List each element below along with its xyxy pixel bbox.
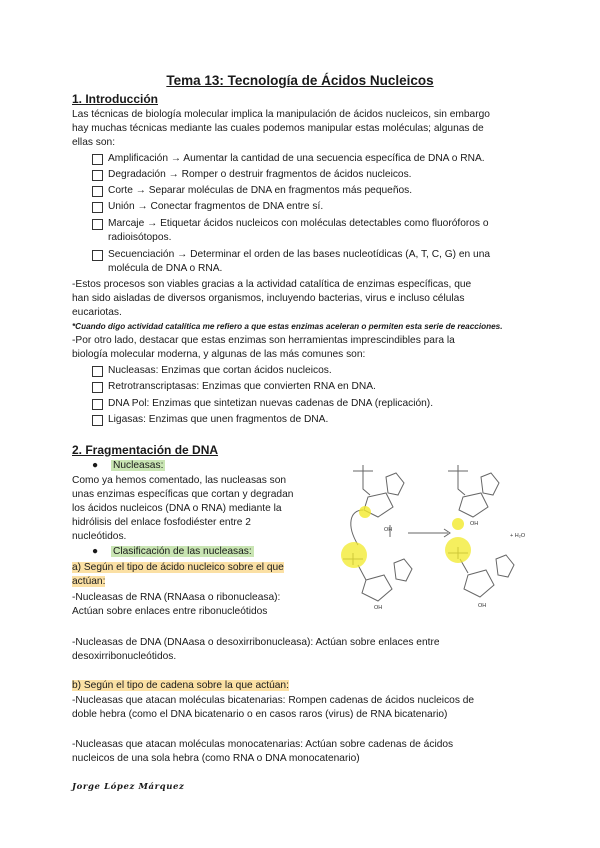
- intro-line-1: Las técnicas de biología molecular implica la manipulación de ácidos nucleicos, sin embargo: [72, 109, 490, 120]
- section-heading-introduccion: 1. Introducción: [72, 92, 159, 106]
- checkbox-icon[interactable]: [92, 202, 103, 213]
- paragraph-line: los ácidos nucleicos (DNA o RNA) mediante la: [72, 503, 282, 514]
- checkbox-icon[interactable]: [92, 250, 103, 261]
- sugar-ring-top-right: [459, 493, 488, 517]
- checkbox-icon[interactable]: [92, 219, 103, 230]
- checkbox-icon[interactable]: [92, 170, 103, 181]
- base-ring-top-left: [386, 473, 404, 495]
- subheading-a: a) Según el tipo de ácido nucleico sobre el que: [72, 562, 284, 573]
- intro-line-3: ellas son:: [72, 137, 116, 148]
- sugar-ring-bottom-left: [362, 575, 392, 601]
- bond-line: [358, 565, 366, 580]
- label-oh: OH: [374, 605, 383, 611]
- paragraph-line: -Nucleasas de RNA (RNAasa o ribonucleasa):: [72, 592, 281, 603]
- subheading-a-continued: actúan:: [72, 576, 106, 587]
- paragraph-line: -Nucleasas que atacan moléculas bicatenarias: Rompen cadenas de ácidos nucleicos de: [72, 695, 475, 706]
- paragraph-line: -Nucleasas que atacan moléculas monocatenarias: Actúan sobre cadenas de ácidos: [72, 739, 454, 750]
- sugar-ring-bottom-right: [464, 570, 494, 597]
- base-ring-bottom-right: [496, 555, 514, 577]
- highlight-circle: [445, 537, 471, 563]
- paragraph-line: unas enzimas específicas que cortan y degradan: [72, 489, 294, 500]
- checkbox-icon[interactable]: [92, 399, 103, 410]
- document-page: Tema 13: Tecnología de Ácidos Nucleicos 1. Introducción Las técnicas de biología molecular implica la manipulación de ácidos nucleicos, sin embargo hay muchas técnicas mediante las cuales podemos manipular estas moléculas; algunas de ellas son: Amplificación → Aumentar la cantidad de una secuencia específica de DNA o RNA. Degradación → Romper o destruir fragmentos de ácidos nucleicos. Corte → Separar moléculas de DNA en fragmentos más pequeños. Unión → Conectar fragmentos de DNA entre sí. Marcaje → Etiquetar ácidos nucleicos con moléculas detectables como fluoróforos o radioisótopos. Secuenciación → Determinar el orden de las bases nucleotídicas (A, T, C, G) en una molécula de DNA o RNA. -Estos procesos son viables gracias a la actividad catalítica de enzimas específicas, que han sido aisladas de diversos organismos, incluyendo bacterias, virus e incluso células eucariotas. *Cuando digo actividad catalítica me refiero a que estas enzimas aceleran o permiten esta serie de reacciones. -Por otro lado, destacar que estas enzimas son herramientas imprescindibles para la biología molecular moderna, y algunas de las más comunes son: Nucleasas: Enzimas que cortan ácidos nucleicos. Retrotranscriptasas: Enzimas que convierten RNA en DNA. DNA Pol: Enzimas que sintetizan nuevas cadenas de DNA (replicación). Ligasas: Enzimas que unen fragmentos de DNA. 2. Fragmentación de DNA ● Nucleasas: Como ya hemos comentado, las nucleasas son unas enzimas específicas que cortan y degradan los ácidos nucleicos (DNA o RNA) mediante la hidrólisis del enlace fosfodiéster entre 2 nucleótidos. ● Clasificación de las nucleasas: a) Según el tipo de ácido nucleico sobre el que actúan: -Nucleasas de RNA (RNAasa o ribonucleasa): Actúan sobre enlaces entre ribonucleótidos -Nucleasas de DNA (DNAasa o desoxirribonucleasa): Actúan sobre enlaces entre desoxirribonucleótidos. b) Según el tipo de cadena sobre la que actúan: -Nucleasas que atacan moléculas bicatenarias: Rompen cadenas de ácidos nucleicos de doble hebra (como el DNA bicatenario o en casos raros (virus) de RNA bicatenario) -Nucleasas que atacan moléculas monocatenarias: Actúan sobre cadenas de ácidos nucleicos de una sola hebra (como RNA o DNA monocatenario) Jorge López Márquez OH OH OH OH + H₂O: [0, 0, 600, 848]
- paragraph-line: Actúan sobre enlaces entre ribonucleótidos: [72, 606, 268, 617]
- paragraph-line: hidrólisis del enlace fosfodiéster entre 2: [72, 517, 251, 528]
- highlight-circle: [452, 518, 464, 530]
- label-oh: OH: [470, 521, 479, 527]
- footnote: *Cuando digo actividad catalítica me refiero a que estas enzimas aceleran o permiten esta serie de reacciones.: [72, 322, 503, 331]
- paragraph-line: -Estos procesos son viables gracias a la actividad catalítica de enzimas específicas, que: [72, 279, 472, 290]
- label-oh: OH: [478, 603, 487, 609]
- checkbox-icon[interactable]: [92, 154, 103, 165]
- subheading-b: b) Según el tipo de cadena sobre la que actúan:: [72, 680, 289, 691]
- intro-line-2: hay muchas técnicas mediante las cuales podemos manipular estas moléculas; algunas de: [72, 123, 484, 134]
- paragraph-line: Como ya hemos comentado, las nucleasas son: [72, 475, 287, 486]
- page-title: Tema 13: Tecnología de Ácidos Nucleicos: [166, 73, 434, 88]
- bond-line: [458, 477, 465, 495]
- highlight-circle: [341, 542, 367, 568]
- bond-line: [363, 477, 370, 495]
- paragraph-line: desoxirribonucleótidos.: [72, 651, 177, 662]
- phosphate-top-right: [448, 465, 468, 477]
- highlight-circle: [359, 506, 371, 518]
- checkbox-icon[interactable]: [92, 382, 103, 393]
- bullet-dot-icon: ●: [92, 546, 99, 557]
- section-heading-fragmentacion: 2. Fragmentación de DNA: [72, 443, 219, 457]
- phosphate-top-left: [353, 465, 373, 477]
- checkbox-icon[interactable]: [92, 366, 103, 377]
- paragraph-line: biología molecular moderna, y algunas de las más comunes son:: [72, 349, 366, 360]
- paragraph-line: nucleicos de una sola hebra (como RNA o DNA monocatenario): [72, 753, 360, 764]
- checkbox-icon[interactable]: [92, 186, 103, 197]
- paragraph-line: nucleótidos.: [72, 531, 127, 542]
- bullet-nucleasas: ● Nucleasas:: [92, 460, 164, 471]
- paragraph-line: -Por otro lado, destacar que estas enzimas son herramientas imprescindibles para la: [72, 335, 455, 346]
- base-ring-bottom-left: [394, 559, 412, 581]
- paragraph-line: doble hebra (como el DNA bicatenario o en casos raros (virus) de RNA bicatenario): [72, 709, 448, 720]
- hydrolysis-diagram: [338, 455, 538, 615]
- paragraph-line: -Nucleasas de DNA (DNAasa o desoxirribonucleasa): Actúan sobre enlaces entre: [72, 637, 440, 648]
- checkbox-icon[interactable]: [92, 415, 103, 426]
- base-ring-top-right: [481, 473, 499, 495]
- water-label: + H₂O: [510, 533, 526, 539]
- author-signature: Jorge López Márquez: [72, 782, 185, 792]
- bullet-dot-icon: ●: [92, 460, 99, 471]
- paragraph-line: eucariotas.: [72, 307, 122, 318]
- label-oh: OH: [384, 527, 393, 533]
- paragraph-line: han sido aisladas de diversos organismos, incluyendo bacterias, virus e incluso células: [72, 293, 465, 304]
- bullet-clasificacion: ● Clasificación de las nucleasas:: [92, 546, 252, 557]
